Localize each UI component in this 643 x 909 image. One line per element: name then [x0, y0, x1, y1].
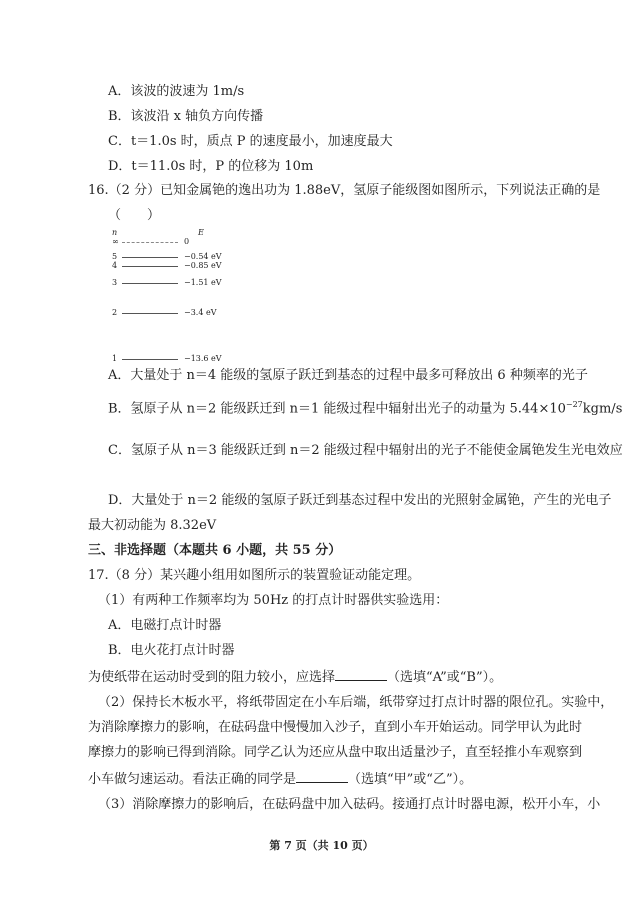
level-2: 2 −3.4 eV [112, 308, 217, 317]
q17-part2-line3: 摩擦力的影响已得到消除。同学乙认为还应从盘中取出适量沙子，直至轻推小车观察到 [88, 745, 583, 760]
q16-option-a: A．大量处于 n＝4 能级的氢原子跃迁到基态的过程中最多可释放出 6 种频率的光子 [108, 368, 588, 383]
level-4: 4 −0.85 eV [112, 261, 222, 270]
q17-part2-line4: 小车做匀速运动。看法正确的同学是 （选填“甲”或“乙”）。 [88, 772, 473, 787]
q16-option-b: B．氢原子从 n＝2 能级跃迁到 n＝1 能级过程中辐射出光子的动量为 $5.44\times 10^{-27}kgm/s$ [108, 400, 623, 417]
page-footer: 第 7 页（共 10 页） [269, 839, 374, 852]
q16-stem: 16.（2 分）已知金属铯的逸出功为 1.88eV，氢原子能级图如图所示，下列说法正确的是 [88, 183, 601, 198]
q17-part1: （1）有两种工作频率均为 50Hz 的打点计时器供实验选用： [98, 593, 449, 608]
q16-option-d-line2: 最大初动能为 8.32eV [88, 518, 217, 533]
energy-level-diagram [112, 228, 312, 368]
q15-option-d: D．t＝11.0s 时，P 的位移为 10m [108, 159, 314, 174]
level-infinity: ∞ 0 [112, 237, 190, 246]
q17-part2-line2: 为消除摩擦力的影响，在砝码盘中慢慢加入沙子，直到小车开始运动。同学甲认为此时 [88, 720, 583, 735]
n-axis-label: n [112, 228, 118, 237]
q17-part2-line1: （2）保持长木板水平，将纸带固定在小车后端，纸带穿过打点计时器的限位孔。实验中， [98, 695, 614, 710]
q15-option-a: A．该波的波速为 1m/s [108, 84, 245, 99]
section-heading: 三、非选择题（本题共 6 小题，共 55 分） [88, 543, 342, 558]
q17-option-a: A．电磁打点计时器 [108, 618, 222, 633]
level-1: 1 −13.6 eV [112, 354, 222, 363]
e-axis-label: E [198, 228, 204, 237]
q17-part3: （3）消除摩擦力的影响后，在砝码盘中加入砝码。接通打点计时器电源，松开小车，小 [98, 797, 601, 812]
answer-blank [296, 770, 348, 783]
answer-blank [335, 668, 387, 681]
q17-part1-question: 为使纸带在运动时受到的阻力较小，应选择 （选填“A”或“B”）。 [88, 670, 503, 685]
q15-option-c: C．t＝1.0s 时，质点 P 的速度最小，加速度最大 [108, 134, 393, 149]
q15-option-b: B．该波沿 x 轴负方向传播 [108, 109, 264, 124]
q17-option-b: B．电火花打点计时器 [108, 643, 235, 658]
q17-stem: 17.（8 分）某兴趣小组用如图所示的装置验证动能定理。 [88, 568, 421, 583]
level-3: 3 −1.51 eV [112, 278, 222, 287]
q16-option-c: C．氢原子从 n＝3 能级跃迁到 n＝2 能级过程中辐射出的光子不能使金属铯发生光电效应 [108, 443, 623, 458]
level-5: 5 −0.54 eV [112, 252, 222, 261]
q16-paren: （ ） [108, 208, 161, 223]
q16-option-d-line1: D．大量处于 n＝2 能级的氢原子跃迁到基态过程中发出的光照射金属铯，产生的光电子 [108, 493, 612, 508]
